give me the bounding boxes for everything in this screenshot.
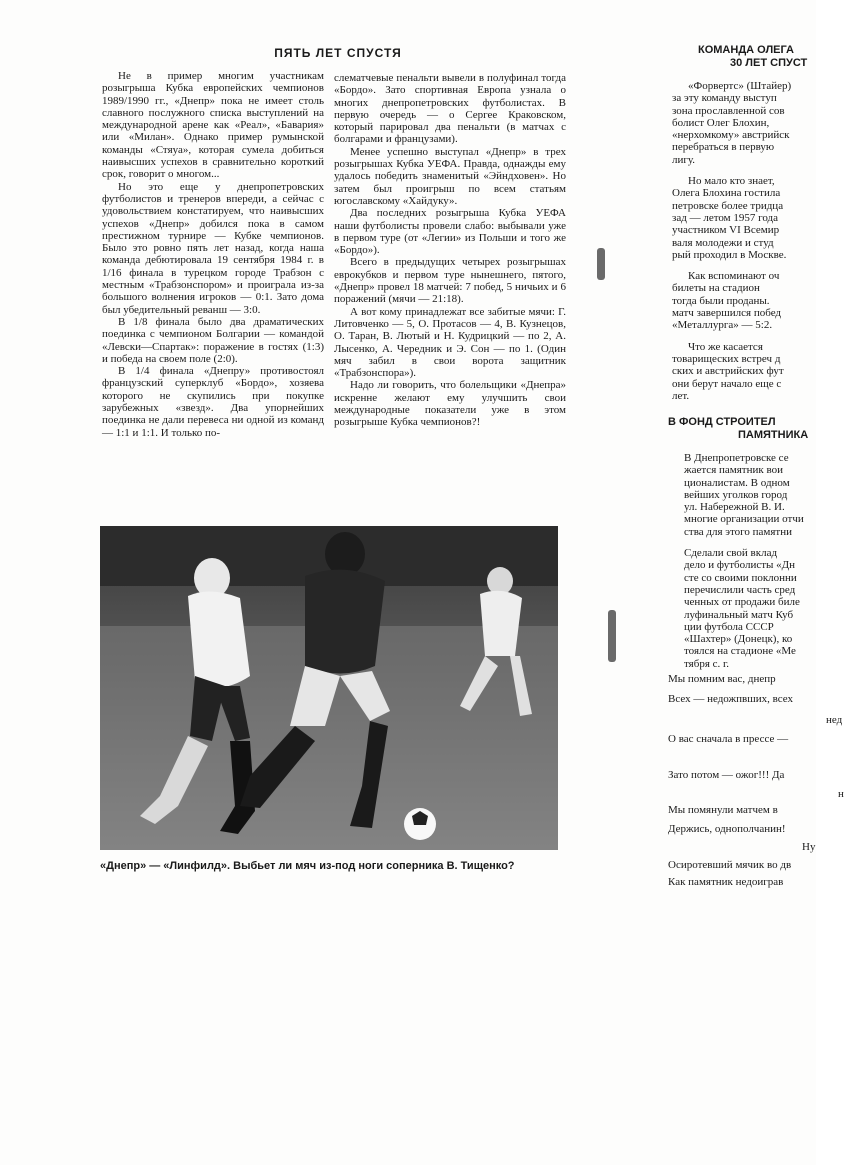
text-line: «Шахтер» (Донецк), ко [684,633,793,646]
poem-line: Как памятник недоиграв [668,876,784,888]
text-line: они берут начало еще с [672,377,782,390]
text-line: луфинальный матч Куб [684,608,794,621]
poem-line: Всех — недожпвших, всех [668,693,793,705]
fund-article-column [668,452,816,670]
text-line: «нерхомкому» австрийск [672,129,790,142]
paragraph: В 1/4 финала «Днепру» противостоял французский суперклуб «Бордо», хозяева которого не скупились при покупке зарубежных «звезд». Два упорнейших поединка не дали перевеса ни одной из команд — 1:1 и 1:1. И только по- [102,365,324,439]
text-line [672,332,816,341]
text-line: В Днепропетровске се [684,452,789,464]
article-column-2 [334,72,566,429]
match-photo [100,526,558,850]
text-line: зона прославленной сов [672,104,785,117]
text-line: ченных от продажи биле [684,596,800,609]
text-line: Сделали свой вклад [684,547,778,560]
poem-line: Держись, однополчанин! [668,823,786,835]
poem-block [668,673,844,893]
fund-title-line-2: ПАМЯТНИКА [738,429,809,441]
text-line: ских и австрийских фут [672,365,784,378]
paragraph: Надо ли говорить, что болельщики «Днепра» искренне желают ему улучшить свои международные показатели уже в этом розыгрыше Кубка чемпионов?! [334,379,566,429]
text-line: тября с. г. [684,657,730,670]
text-line: матч завершился побед [672,307,782,320]
text-line: ционалистам. В одном [684,476,790,489]
paragraph: слематчевые пенальти вывели в полуфинал тогда «Бордо». Зато спортивная Европа узнала о многих днепропетровских футболистах. В первую очередь — о Сергее Краковском, который парировал два пенальти (в матчах с болгарами и французами). [334,72,566,146]
text-line: товарищеских встреч д [672,352,781,365]
text-line: рый проходил в Москве. [672,248,787,261]
text-line: участником VI Всемир [672,224,780,237]
text-line: перебраться в первую [672,141,775,154]
paragraph: Менее успешно выступал «Днепр» в трех розыгрышах Кубка УЕФА. Правда, однажды ему удалось победить знаменитый «Эйндховен». Но затем был проигрыш по всем статьям югославскому «Хайдуку». [334,145,566,207]
paragraph: Не в пример многим участникам розыгрыша Кубка европейских чемпионов 1989/1990 гг., «Днепр» пока не имеет столь славного послужного списка выступлений на международной арене как «Реал», «Бавария» или «Милан». Однако пример румынской команды «Стяуа», которая сумела добиться наивысших успехов в сравнительно короткий срок, говорит о многом... [102,70,324,181]
text-line: за эту команду выступ [672,92,777,105]
text-line: петровске более тридца [672,199,784,212]
text-line: тогда были проданы. [672,294,770,307]
text-line [672,166,816,175]
text-line: жается памятник вои [684,464,783,477]
poem-line: О вас сначала в прессе — [668,733,789,745]
poem-line: н [838,788,844,800]
text-line: тоялся на стадионе «Ме [684,645,796,658]
paragraph: Но это еще у днепропетровских футболистов и тренеров впереди, а сейчас с удовольствием констатируем, что наивысших успехов «Днепр» добился пока в самом престижном турнире — Кубке чемпионов. Было это ровно пять лет назад, когда наша команда дебютировала 19 сентября 1984 г. в 1/16 финала в турецком городе Трабзон с местным «Трабзонспором» и проиграла из-за большого волнения игроков — 0:1. Зато дома был убедительный реванш — 3:0. [102,180,324,316]
text-line: болист Олег Блохин, [672,116,770,129]
poem-line: Мы помним вас, днепр [668,673,776,685]
text-line: сте со своими поклонни [684,571,797,584]
article-column-1 [102,70,324,439]
text-line: ул. Набережной В. И. [684,501,785,514]
text-line: лигу. [672,153,696,166]
poem-line: Ну [802,841,816,853]
poem-line: нед [826,714,843,726]
fund-title-line-1: В ФОНД СТРОИТЕЛ [668,416,776,428]
text-line: Олега Блохина гостила [672,187,781,200]
article-title: ПЯТЬ ЛЕТ СПУСТЯ [274,46,402,60]
photo-illustration [100,526,558,850]
text-line: Как вспоминают оч [688,270,780,283]
text-line: Что же касается [688,340,763,353]
photo-caption: «Днепр» — «Линфилд». Выбьет ли мяч из-под ноги соперника В. Тищенко? [100,860,515,872]
right-article-column [672,80,816,402]
text-line: дело и футболисты «Дн [684,559,796,572]
text-line: билеты на стадион [672,282,760,295]
text-line: «Металлурга» — 5:2. [672,319,773,332]
text-line [668,538,816,547]
paragraph: В 1/8 финала было два драматических поединка с чемпионом Болгарии — командой «Левски—Спартак»: поражение в гостях (1:3) и победа на своем поле (2:0). [102,315,324,365]
fund-article-title [668,416,816,442]
text-line: «Форвертс» (Штайер) [688,80,792,92]
right-title-line-1: КОМАНДА ОЛЕГА [698,44,794,56]
poem-line: Зато потом — ожог!!! Да [668,769,785,781]
paragraph: А вот кому принадлежат все забитые мячи: Г. Литовченко — 5, О. Протасов — 4, В. Кузнецов, О. Таран, В. Лютый и Н. Кудрицкий — по 2, А. Лысенко, А. Чередник и Э. Сон — по 1. (Один мяч забил в свои ворота защитник «Трабзонспора»). [334,305,566,380]
text-line: валя молодежи и студ [672,236,774,249]
text-line: лет. [672,389,690,402]
poem-line: Мы помянули матчем в [668,804,778,816]
right-article-title [698,44,816,70]
right-title-line-2: 30 ЛЕТ СПУСТ [730,57,808,69]
binding-clip [597,248,605,280]
text-line: ства для этого памятни [684,525,793,538]
poem-line: Осиротевший мячик во дв [668,859,792,871]
text-line: ции футбола СССР [684,620,774,633]
text-line: Но мало кто знает, [688,175,775,188]
text-line: зад — летом 1957 года [672,211,779,224]
paragraph: Два последних розыгрыша Кубка УЕФА наши футболисты провели слабо: выбывали уже в первом туре (от «Легии» из Польши и того же «Бордо»). [334,207,566,257]
text-line: вейших уголков город [684,488,788,501]
text-line: перечислили часть сред [684,583,796,596]
text-line: многие организации отчи [684,513,804,526]
paragraph: Всего в предыдущих четырех розыгрышах еврокубков и первом туре нынешнего, пятого, «Днепр» провел 18 матчей: 7 побед, 5 ничьих и 6 поражений (мячи — 21:18). [334,256,566,306]
binding-clip [608,610,616,662]
text-line [672,261,816,270]
